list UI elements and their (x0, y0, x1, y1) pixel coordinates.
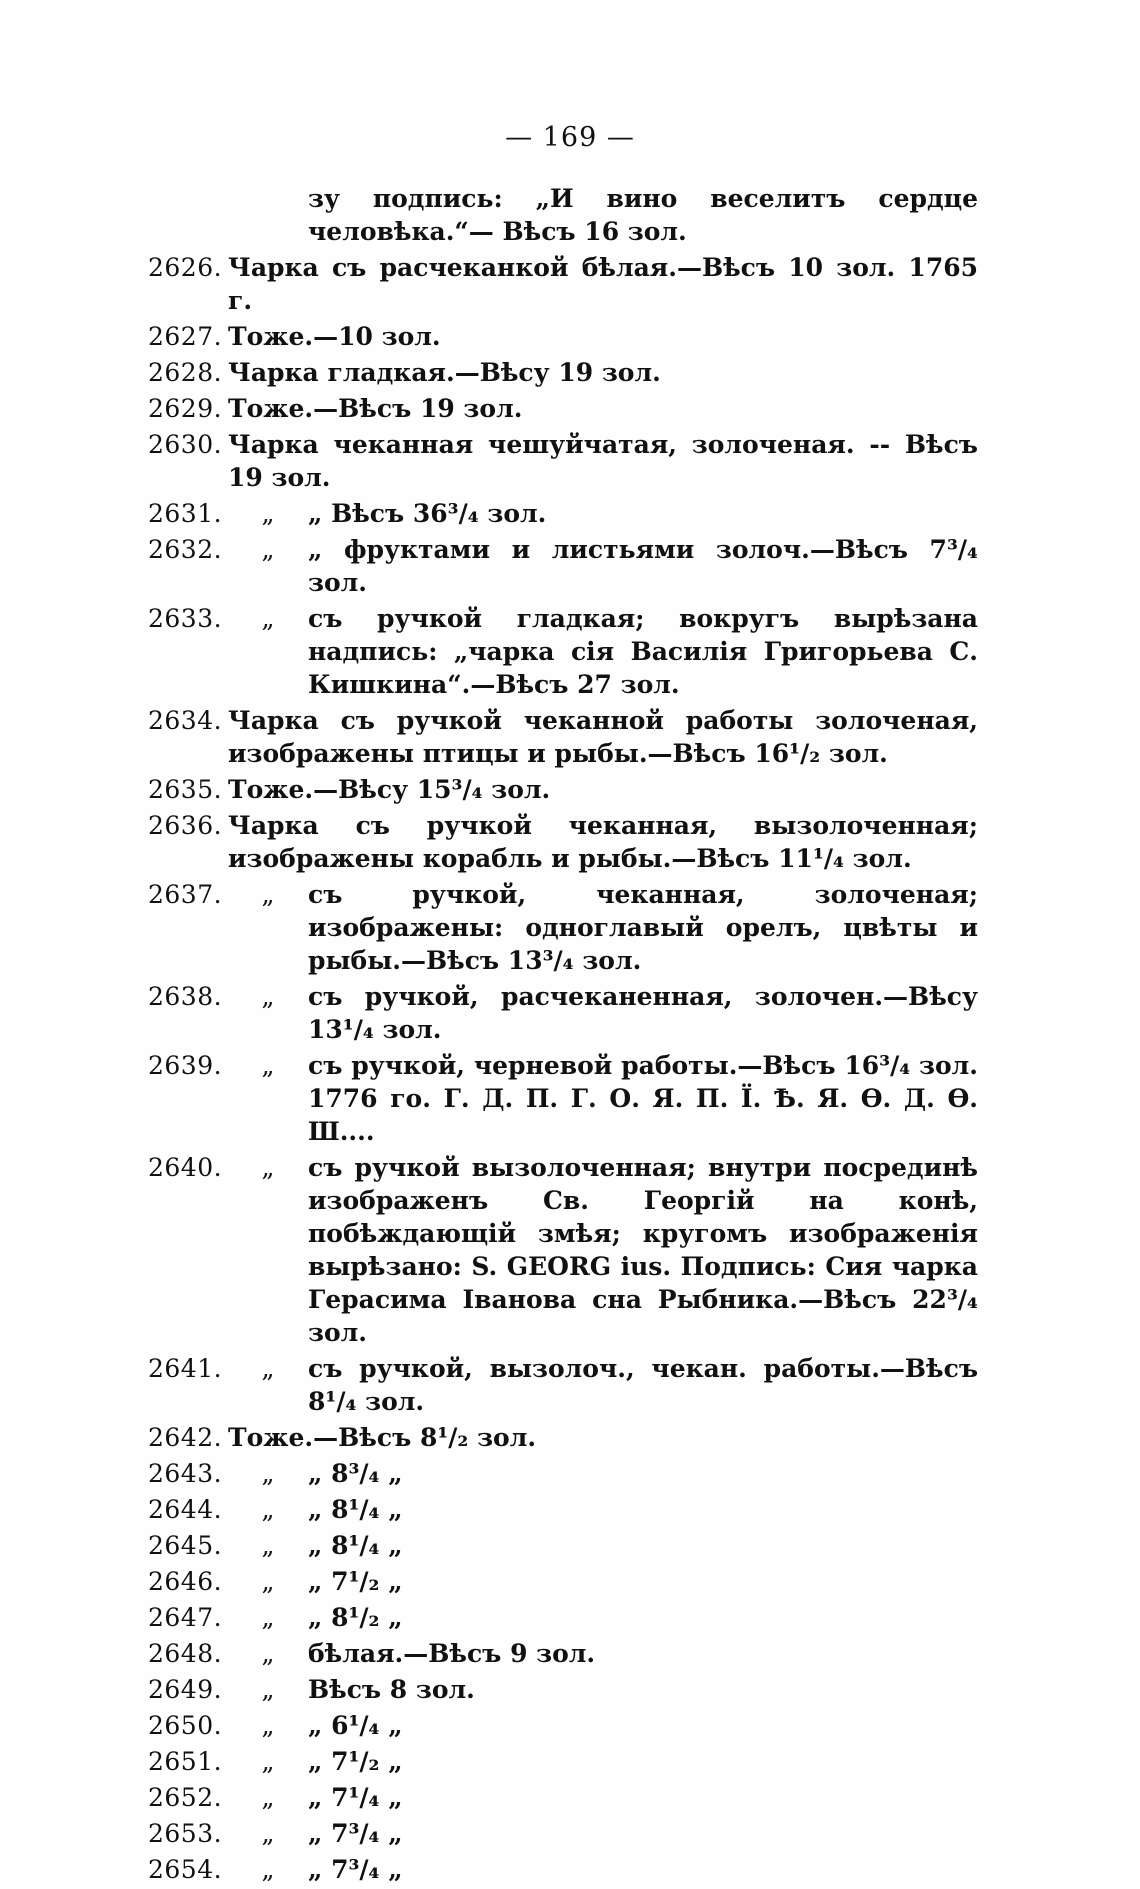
ditto-mark: „ (261, 1495, 275, 1524)
entry-text: „ 7³/₄ „ (308, 1819, 403, 1848)
entry-number: 2639. (148, 1051, 223, 1080)
list-item (148, 320, 978, 353)
entry-number: 2642. (148, 1423, 223, 1452)
list-item (148, 1853, 978, 1886)
list-item (148, 1565, 978, 1598)
entry-text: съ ручкой, расчеканенная, золочен.—Вѣсу 13¹/₄ зол. (308, 982, 978, 1044)
ditto-mark: „ (261, 1783, 275, 1812)
ditto-mark: „ (261, 535, 275, 564)
entry-text: „ 7¹/₂ „ (308, 1567, 403, 1596)
ditto-mark: „ (261, 1711, 275, 1740)
ditto-mark: „ (261, 1639, 275, 1668)
page-number: — 169 — (505, 122, 635, 153)
ditto-mark: „ (261, 1051, 275, 1080)
entry-number: 2634. (148, 706, 223, 735)
ditto-mark: „ (261, 1747, 275, 1776)
entry-list (148, 182, 978, 1889)
list-item (148, 809, 978, 875)
entry-text: „ Вѣсъ 36³/₄ зол. (308, 499, 547, 528)
ditto-mark: „ (261, 1531, 275, 1560)
entry-text: Чарка съ расчеканкой бѣлая.—Вѣсъ 10 зол. 1765 г. (228, 253, 978, 315)
entry-text: „ 8¹/₄ „ (308, 1495, 403, 1524)
ditto-mark: „ (261, 1603, 275, 1632)
list-item (148, 497, 978, 530)
entry-number: 2635. (148, 775, 223, 804)
entry-text: „ 8³/₄ „ (308, 1459, 403, 1488)
entry-text: бѣлая.—Вѣсъ 9 зол. (308, 1639, 596, 1668)
entry-number: 2640. (148, 1153, 223, 1182)
ditto-mark: „ (261, 1459, 275, 1488)
list-item (148, 1421, 978, 1454)
entry-number: 2632. (148, 535, 223, 564)
list-item (148, 980, 978, 1046)
list-item (148, 1151, 978, 1349)
entry-text: Вѣсъ 8 зол. (308, 1675, 475, 1704)
entry-text: „ 7¹/₂ „ (308, 1747, 403, 1776)
entry-text: „ 7¹/₄ „ (308, 1783, 403, 1812)
continuation-text: зу подпись: „И вино веселитъ сердце человѣка.“— Вѣсъ 16 зол. (308, 184, 978, 246)
entry-text: съ ручкой вызолоченная; внутри посрединѣ изображенъ Св. Георгій на конѣ, побѣждающій змѣя; кругомъ изображенія вырѣзано: S. GEORG ius. Подпись: Сия чарка Герасима Iванова сна Рыбника.—Вѣсъ 22³/₄ зол. (308, 1153, 978, 1347)
entry-number: 2652. (148, 1783, 223, 1812)
list-item (148, 1457, 978, 1490)
list-item (148, 1637, 978, 1670)
ditto-mark: „ (261, 1153, 275, 1182)
entry-number: 2648. (148, 1639, 223, 1668)
list-item (148, 1709, 978, 1742)
entry-number: 2637. (148, 880, 223, 909)
ditto-mark: „ (261, 1567, 275, 1596)
entry-text: Тоже.—Вѣсу 15³/₄ зол. (228, 775, 551, 804)
entry-number: 2626. (148, 253, 223, 282)
list-item (148, 1529, 978, 1562)
list-item (148, 533, 978, 599)
entry-number: 2645. (148, 1531, 223, 1560)
ditto-mark: „ (261, 1354, 275, 1383)
list-item (148, 704, 978, 770)
entry-number: 2630. (148, 430, 223, 459)
ditto-mark: „ (261, 880, 275, 909)
list-item (148, 773, 978, 806)
list-item (148, 1817, 978, 1850)
entry-number: 2653. (148, 1819, 223, 1848)
entry-text: съ ручкой гладкая; вокругъ вырѣзана надпись: „чарка сія Василія Григорьева С. Кишкина“.—Вѣсъ 27 зол. (308, 604, 978, 699)
ditto-mark: „ (261, 604, 275, 633)
entry-number: 2646. (148, 1567, 223, 1596)
entry-text: „ 8¹/₄ „ (308, 1531, 403, 1560)
entry-text: Чарка съ ручкой чеканной работы золоченая, изображены птицы и рыбы.—Вѣсъ 16¹/₂ зол. (228, 706, 978, 768)
entry-number: 2641. (148, 1354, 223, 1383)
list-item (148, 602, 978, 701)
list-item (148, 1049, 978, 1148)
entry-number: 2649. (148, 1675, 223, 1704)
entry-text: Тоже.—10 зол. (228, 322, 441, 351)
ditto-mark: „ (261, 1819, 275, 1848)
list-item (148, 1673, 978, 1706)
entries-container (148, 251, 978, 1886)
entry-text: „ 8¹/₂ „ (308, 1603, 403, 1632)
list-item (148, 356, 978, 389)
entry-text: съ ручкой, вызолоч., чекан. работы.—Вѣсъ 8¹/₄ зол. (308, 1354, 978, 1416)
entry-number: 2633. (148, 604, 223, 633)
entry-number: 2629. (148, 394, 223, 423)
entry-number: 2631. (148, 499, 223, 528)
ditto-mark: „ (261, 982, 275, 1011)
entry-text: Чарка съ ручкой чеканная, вызолоченная; изображены корабль и рыбы.—Вѣсъ 11¹/₄ зол. (228, 811, 978, 873)
entry-text: „ 6¹/₄ „ (308, 1711, 403, 1740)
list-item (148, 1781, 978, 1814)
ditto-mark: „ (261, 1855, 275, 1884)
entry-number: 2628. (148, 358, 223, 387)
entry-number: 2647. (148, 1603, 223, 1632)
list-item (148, 251, 978, 317)
entry-number: 2654. (148, 1855, 223, 1884)
entry-text: Тоже.—Вѣсъ 8¹/₂ зол. (228, 1423, 537, 1452)
entry-text: Тоже.—Вѣсъ 19 зол. (228, 394, 523, 423)
entry-text: „ 7³/₄ „ (308, 1855, 403, 1884)
list-item (148, 1601, 978, 1634)
entry-number: 2643. (148, 1459, 223, 1488)
entry-text: съ ручкой, черневой работы.—Вѣсъ 16³/₄ зол. 1776 го. Г. Д. П. Г. О. Я. П. Ї. Ѣ. Я. Ѳ. Д. Ѳ. Ш.... (308, 1051, 978, 1146)
ditto-mark: „ (261, 1675, 275, 1704)
entry-text: Чарка чеканная чешуйчатая, золоченая. -- Вѣсъ 19 зол. (228, 430, 978, 492)
entry-number: 2651. (148, 1747, 223, 1776)
entry-number: 2638. (148, 982, 223, 1011)
list-item (148, 1352, 978, 1418)
list-item (148, 1745, 978, 1778)
entry-number: 2636. (148, 811, 223, 840)
entry-number: 2644. (148, 1495, 223, 1524)
entry-text: съ ручкой, чеканная, золоченая; изображены: одноглавый орелъ, цвѣты и рыбы.—Вѣсъ 13³/₄ зол. (308, 880, 978, 975)
entry-number: 2627. (148, 322, 223, 351)
list-item (148, 392, 978, 425)
list-item (148, 1493, 978, 1526)
entry-text: Чарка гладкая.—Вѣсу 19 зол. (228, 358, 661, 387)
list-item (148, 428, 978, 494)
ditto-mark: „ (261, 499, 275, 528)
list-item (148, 878, 978, 977)
entry-number: 2650. (148, 1711, 223, 1740)
entry-text: „ фруктами и листьями золоч.—Вѣсъ 7³/₄ зол. (308, 535, 978, 597)
